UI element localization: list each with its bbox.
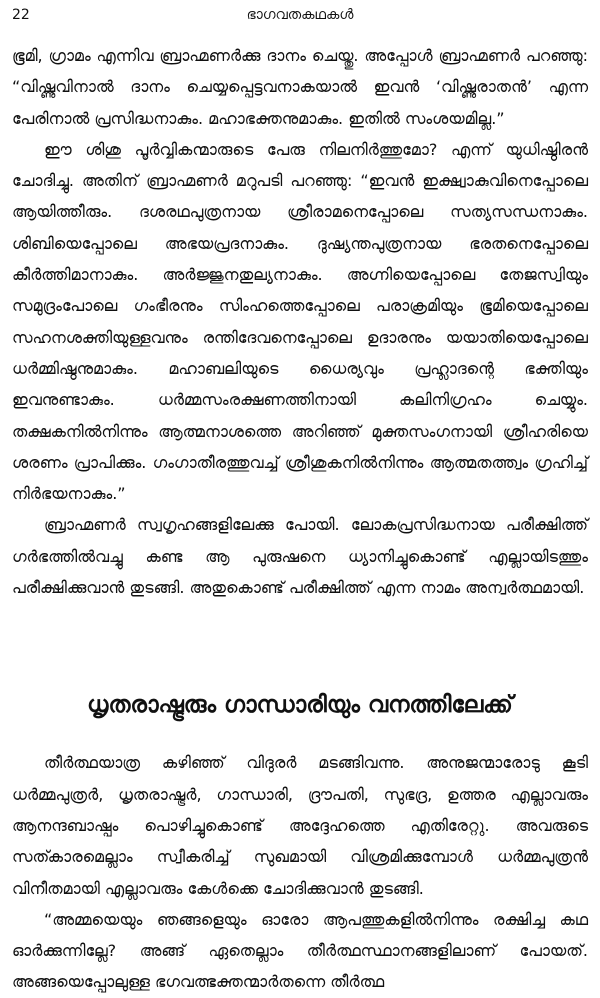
body-text-bottom <box>12 747 588 997</box>
paragraph: ഈ ശിശു പൂർവ്വികന്മാരുടെ പേരു നിലനിർത്തുമോ? എന്ന് യുധിഷ്ഠിരൻ ചോദിച്ചു. അതിന് ബ്രാഹ്മണർ മറുപടി പറഞ്ഞു: “ഇവൻ ഇക്ഷ്വാകുവിനെപ്പോലെ ആയിത്തീരും. ദശരഥപുത്രനായ ശ്രീരാമനെപ്പോലെ സത്യസന്ധനാകും. ശിബിയെപ്പോലെ അഭയപ്രദനാകും. ദുഷ്യന്തപുത്രനായ ഭരതനെപ്പോലെ കീർത്തിമാനാകും. അർജ്ജുനതുല്യനാകും. അഗ്നിയെപ്പോലെ തേജസ്വിയും സമുദ്രംപോലെ ഗംഭീരനും സിംഹത്തെപ്പോലെ പരാക്രമിയും ഭൂമിയെപ്പോലെ സഹനശക്തിയുള്ളവനും രന്തിദേവനെപ്പോലെ ഉദാരനും യയാതിയെപ്പോലെ ധർമ്മിഷ്ഠനുമാകും. മഹാബലിയുടെ ധൈര്യവും പ്രഹ്ലാദന്റെ ഭക്തിയും ഇവനുണ്ടാകും. ധർമ്മസംരക്ഷണത്തിനായി കലിനിഗ്രഹം ചെയ്യും. തക്ഷകനിൽനിന്നും ആത്മനാശത്തെ അറിഞ്ഞ് മുക്തസംഗനായി ശ്രീഹരിയെ ശരണം പ്രാപിക്കും. ഗംഗാതീരത്തുവച്ച് ശ്രീശുകനിൽനിന്നും ആത്മതത്ത്വം ഗ്രഹിച്ച് നിർഭയനാകും.” <box>12 139 588 504</box>
running-header <box>12 0 588 30</box>
running-title: ഭാഗവതകഥകൾ <box>246 7 354 23</box>
body-text-top <box>12 40 588 603</box>
paragraph: തീർത്ഥയാത്ര കഴിഞ്ഞ് വിദുരർ മടങ്ങിവന്നു. അനുജന്മാരോടു കൂടി ധർമ്മപുത്രർ, ധൃതരാഷ്ട്രർ, ഗാന്ധാരി, ദ്രൗപതി, സുഭദ്ര, ഉത്തര എല്ലാവരും ആനന്ദബാഷ്പം പൊഴിച്ചുകൊണ്ട് അദ്ദേഹത്തെ എതിരേറ്റു. അവരുടെ സത്കാരമെല്ലാം സ്വീകരിച്ച് സുഖമായി വിശ്രമിക്കുമ്പോൾ ധർമ്മപുത്രൻ വിനീതമായി എല്ലാവരും കേൾക്കെ ചോദിക്കുവാൻ തുടങ്ങി. <box>12 753 588 898</box>
paragraph: ബ്രാഹ്മണർ സ്വഗൃഹങ്ങളിലേക്കു പോയി. ലോകപ്രസിദ്ധനായ പരീക്ഷിത്ത് ഗർഭത്തിൽവച്ചു കണ്ട ആ പുരുഷനെ ധ്യാനിച്ചുകൊണ്ട് എല്ലായിടത്തും പരീക്ഷിക്കുവാൻ തുടങ്ങി. അതുകൊണ്ട് പരീക്ഷിത്ത് എന്ന നാമം അന്വർത്ഥമായി. <box>12 515 588 598</box>
paragraph: “അമ്മയെയും ഞങ്ങളെയും ഓരോ ആപത്തുകളിൽനിന്നും രക്ഷിച്ച കഥ ഓർക്കുന്നില്ലേ? അങ്ങ് ഏതെല്ലാം തീർത്ഥസ്ഥാനങ്ങളിലാണ് പോയത്. അങ്ങയെപ്പോലുള്ള ഭഗവത്ഭക്തന്മാർതന്നെ തീർത്ഥ <box>12 909 588 992</box>
section-heading: ധൃതരാഷ്ട്രരും ഗാന്ധാരിയും വനത്തിലേക്ക് <box>87 692 513 719</box>
page-number: 22 <box>12 7 30 23</box>
paragraph: ഭൂമി, ഗ്രാമം എന്നിവ ബ്രാഹ്മണർക്കു ദാനം ചെയ്തു. അപ്പോൾ ബ്രാഹ്മണർ പറഞ്ഞു: “വിഷ്ണുവിനാൽ ദാനം ചെയ്യപ്പെട്ടവനാകയാൽ ഇവൻ ‘വിഷ്ണുരാതൻ’ എന്ന പേരിനാൽ പ്രസിദ്ധനാകും. മഹാഭക്തനുമാകും. ഇതിൽ സംശയമില്ല.” <box>12 46 588 128</box>
section-heading-block <box>12 689 588 721</box>
